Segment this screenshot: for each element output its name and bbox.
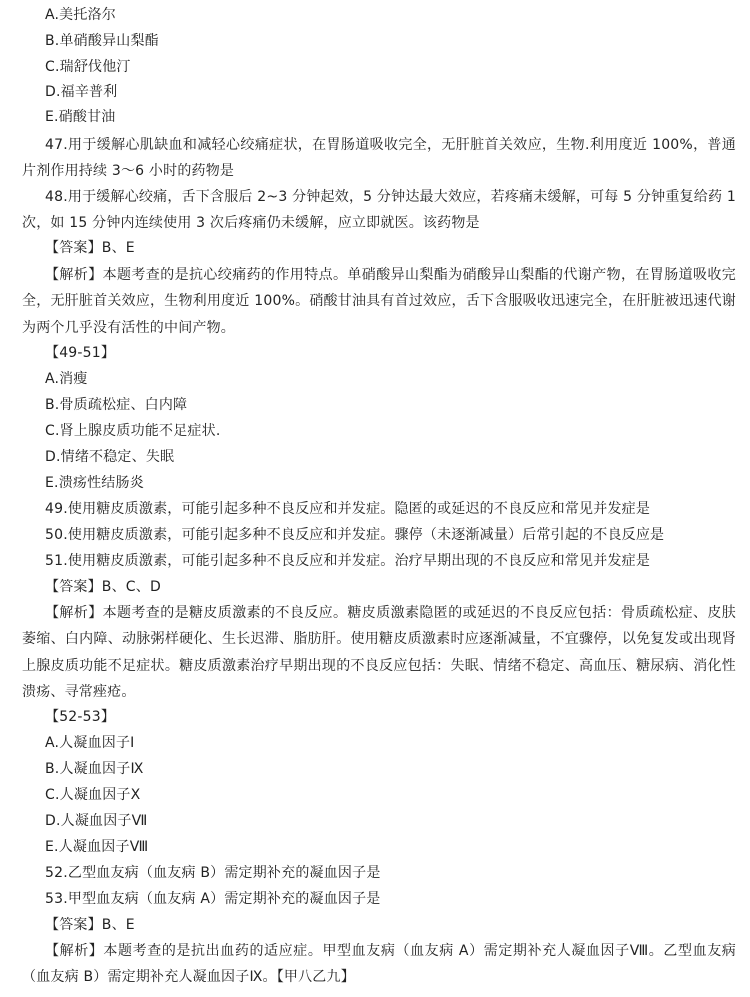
option-e: E.人凝血因子Ⅷ: [45, 839, 149, 855]
option-d: D.福辛普利: [45, 84, 118, 100]
option-a: A.消瘦: [45, 371, 88, 387]
analysis: 【解析】本题考查的是抗出血药的适应症。甲型血友病（血友病 A）需定期补充人凝血因子Ⅷ。乙型血友病（血友病 B）需定期补充人凝血因子Ⅸ。【甲八乙九】: [22, 943, 736, 986]
option-e: E.硝酸甘油: [45, 109, 116, 125]
option-a: A.人凝血因子Ⅰ: [45, 735, 135, 751]
option-b: B.人凝血因子Ⅸ: [45, 761, 144, 777]
option-c: C.人凝血因子Ⅹ: [45, 787, 141, 803]
option-e: E.溃疡性结肠炎: [45, 475, 144, 491]
answer: 【答案】B、E: [45, 917, 135, 933]
option-b: B.单硝酸异山梨酯: [45, 33, 159, 49]
question-51: 51.使用糖皮质激素，可能引起多种不良反应和并发症。治疗早期出现的不良反应和常见并发症是: [45, 553, 651, 569]
option-c: C.肾上腺皮质功能不足症状.: [45, 423, 221, 439]
answer: 【答案】B、E: [45, 240, 135, 256]
analysis: 【解析】本题考查的是糖皮质激素的不良反应。糖皮质激素隐匿的或延迟的不良反应包括：骨质疏松症、皮肤萎缩、白内障、动脉粥样硬化、生长迟滞、脂肪肝。使用糖皮质激素时应逐渐减量，不宜骤停，以免复发或出现肾上腺皮质功能不足症状。糖皮质激素治疗早期出现的不良反应包括：失眠、情绪不稳定、高血压、糖尿病、消化性溃疡、寻常痤疮。: [22, 605, 736, 701]
question-47: 47.用于缓解心肌缺血和减轻心绞痛症状，在胃肠道吸收完全，无肝脏首关效应，生物.利用度近 100%，普通片剂作用持续 3～6 小时的药物是: [22, 137, 736, 180]
option-b: B.骨质疏松症、白内障: [45, 397, 188, 413]
question-52: 52.乙型血友病（血友病 B）需定期补充的凝血因子是: [45, 865, 381, 881]
question-48: 48.用于缓解心绞痛，舌下含服后 2~3 分钟起效，5 分钟达最大效应，若疼痛未缓解，可每 5 分钟重复给药 1次，如 15 分钟内连续使用 3 次后疼痛仍未缓解，应立即就医。该药物是: [22, 189, 736, 232]
option-a: A.美托洛尔: [45, 7, 116, 23]
option-c: C.瑞舒伐他汀: [45, 59, 131, 75]
group-header: 【49-51】: [45, 345, 116, 361]
group-header: 【52-53】: [45, 709, 116, 725]
answer: 【答案】B、C、D: [45, 579, 161, 595]
analysis: 【解析】本题考查的是抗心绞痛药的作用特点。单硝酸异山梨酯为硝酸异山梨酯的代谢产物，在胃肠道吸收完全，无肝脏首关效应，生物利用度近 100%。硝酸甘油具有首过效应，舌下含服吸收迅速完全，在肝脏被迅速代谢为两个几乎没有活性的中间产物。: [22, 267, 736, 336]
option-d: D.情绪不稳定、失眠: [45, 449, 175, 465]
question-50: 50.使用糖皮质激素，可能引起多种不良反应和并发症。骤停（未逐渐减量）后常引起的不良反应是: [45, 527, 665, 543]
question-53: 53.甲型血友病（血友病 A）需定期补充的凝血因子是: [45, 891, 381, 907]
question-49: 49.使用糖皮质激素，可能引起多种不良反应和并发症。隐匿的或延迟的不良反应和常见并发症是: [45, 501, 651, 517]
option-d: D.人凝血因子Ⅶ: [45, 813, 148, 829]
